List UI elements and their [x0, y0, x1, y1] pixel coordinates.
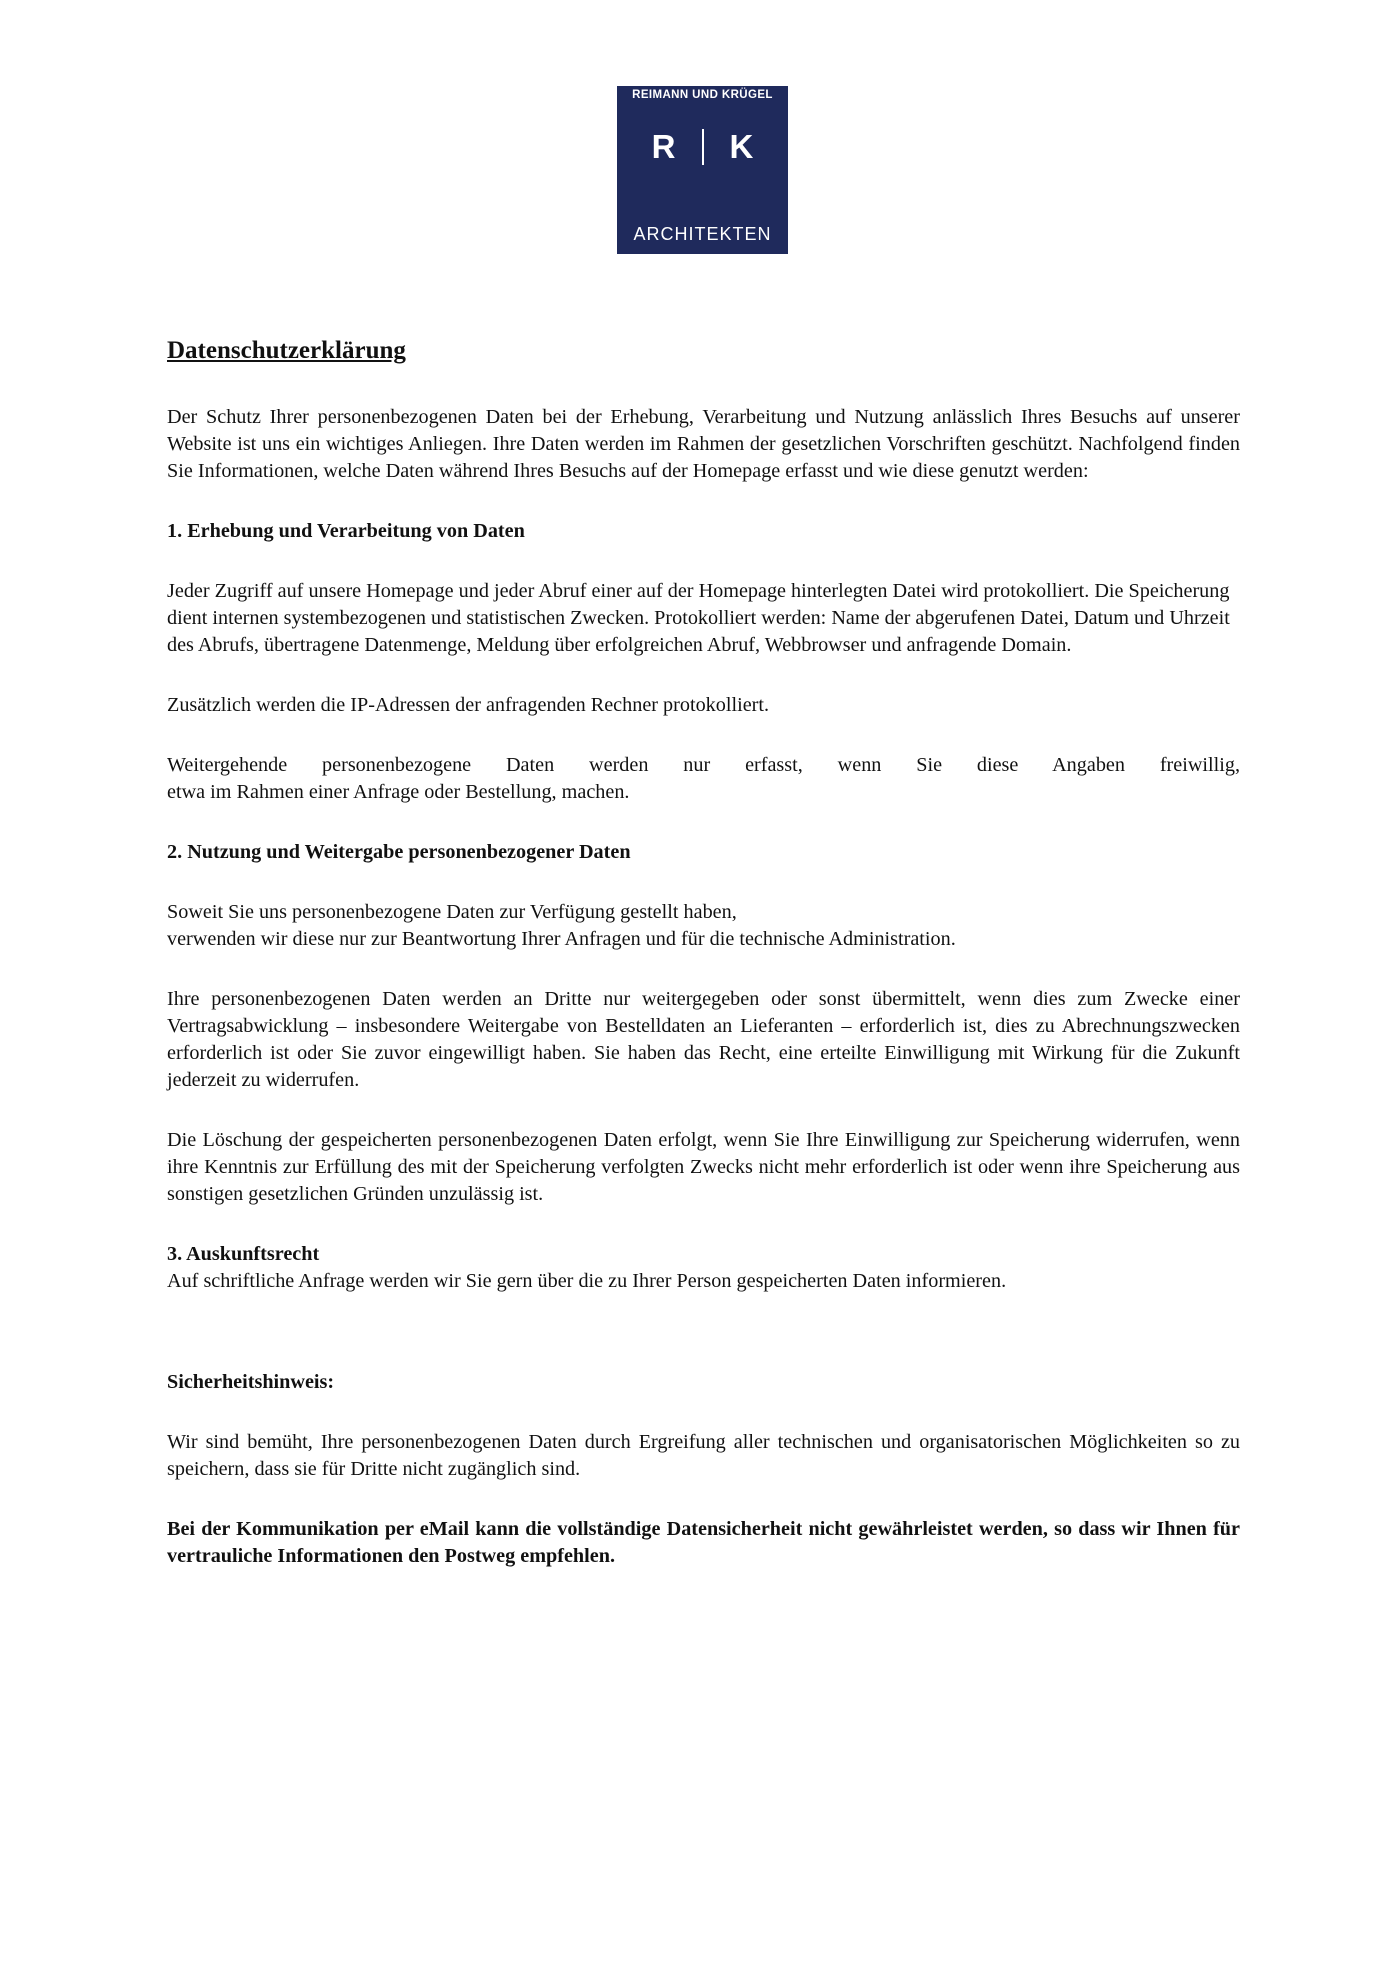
- section-1-paragraph-3-line-2: etwa im Rahmen einer Anfrage oder Bestellung, machen.: [167, 781, 630, 803]
- section-3-paragraph-1: Auf schriftliche Anfrage werden wir Sie gern über die zu Ihrer Person gespeicherten Daten informieren.: [167, 1270, 1007, 1292]
- logo-letter-r: R: [651, 128, 676, 165]
- section-2-paragraph-1: [167, 899, 1240, 953]
- document-body: [167, 334, 1240, 1603]
- company-logo: [617, 86, 788, 254]
- spacer: [167, 1328, 1240, 1369]
- intro-paragraph: Der Schutz Ihrer personenbezogenen Daten bei der Erhebung, Verarbeitung und Nutzung anlässlich Ihres Besuchs auf unserer Website ist uns ein wichtiges Anliegen. Ihre Daten werden im Rahmen der gesetzlichen Vorschriften geschützt. Nachfolgend finden Sie Informationen, welche Daten während Ihres Besuchs auf der Homepage erfasst und wie diese genutzt werden:: [167, 406, 1240, 482]
- logo-subtitle: ARCHITEKTEN: [633, 224, 772, 244]
- logo-divider: [702, 129, 704, 165]
- section-1-paragraph-2: Zusätzlich werden die IP-Adressen der anfragenden Rechner protokolliert.: [167, 694, 770, 716]
- security-paragraph-1: Wir sind bemüht, Ihre personenbezogenen Daten durch Ergreifung aller technischen und organisatorischen Möglichkeiten so zu speichern, dass sie für Dritte nicht zugänglich sind.: [167, 1431, 1240, 1480]
- security-paragraph-2: Bei der Kommunikation per eMail kann die vollständige Datensicherheit nicht gewährleistet werden, so dass wir Ihnen für vertrauliche Informationen den Postweg empfehlen.: [167, 1518, 1240, 1567]
- section-2-paragraph-3: Die Löschung der gespeicherten personenbezogenen Daten erfolgt, wenn Sie Ihre Einwilligung zur Speicherung widerrufen, wenn ihre Kenntnis zur Erfüllung des mit der Speicherung verfolgten Zwecks nicht mehr erforderlich ist oder wenn ihre Speicherung aus sonstigen gesetzlichen Gründen unzulässig ist.: [167, 1129, 1240, 1205]
- section-2-paragraph-1-line-2: verwenden wir diese nur zur Beantwortung Ihrer Anfragen und für die technische Administration.: [167, 928, 956, 950]
- section-1-heading: 1. Erhebung und Verarbeitung von Daten: [167, 520, 525, 542]
- section-3-heading: 3. Auskunftsrecht: [167, 1243, 320, 1265]
- logo-letter-k: K: [729, 128, 754, 165]
- security-heading: Sicherheitshinweis:: [167, 1371, 335, 1393]
- section-1-paragraph-1: Jeder Zugriff auf unsere Homepage und jeder Abruf einer auf der Homepage hinterlegten Datei wird protokolliert. Die Speicherung dient internen systembezogenen und statistischen Zwecken. Protokolliert werden: Name der abgerufenen Datei, Datum und Uhrzeit des Abrufs, übertragene Datenmenge, Meldung über erfolgreichen Abruf, Webbrowser und anfragende Domain.: [167, 580, 1230, 656]
- logo-initials: [617, 128, 788, 166]
- section-2-paragraph-1-line-1: Soweit Sie uns personenbezogene Daten zur Verfügung gestellt haben,: [167, 901, 737, 923]
- section-2-heading: 2. Nutzung und Weitergabe personenbezogener Daten: [167, 841, 631, 863]
- section-1-paragraph-3-line-1: Weitergehende personenbezogene Daten werden nur erfasst, wenn Sie diese Angaben freiwillig,: [167, 754, 1240, 776]
- section-1-paragraph-3: [167, 752, 1240, 806]
- section-2-paragraph-2: Ihre personenbezogenen Daten werden an Dritte nur weitergegeben oder sonst übermittelt, wenn dies zum Zwecke einer Vertragsabwicklung – insbesondere Weitergabe von Bestelldaten an Lieferanten – erforderlich ist, dies zu Abrechnungszwecken erforderlich ist oder Sie zuvor eingewilligt haben. Sie haben das Recht, eine erteilte Einwilligung mit Wirkung für die Zukunft jederzeit zu widerrufen.: [167, 988, 1240, 1091]
- logo-company-name: REIMANN UND KRÜGEL: [632, 89, 773, 101]
- page-title: Datenschutzerklärung: [167, 337, 406, 364]
